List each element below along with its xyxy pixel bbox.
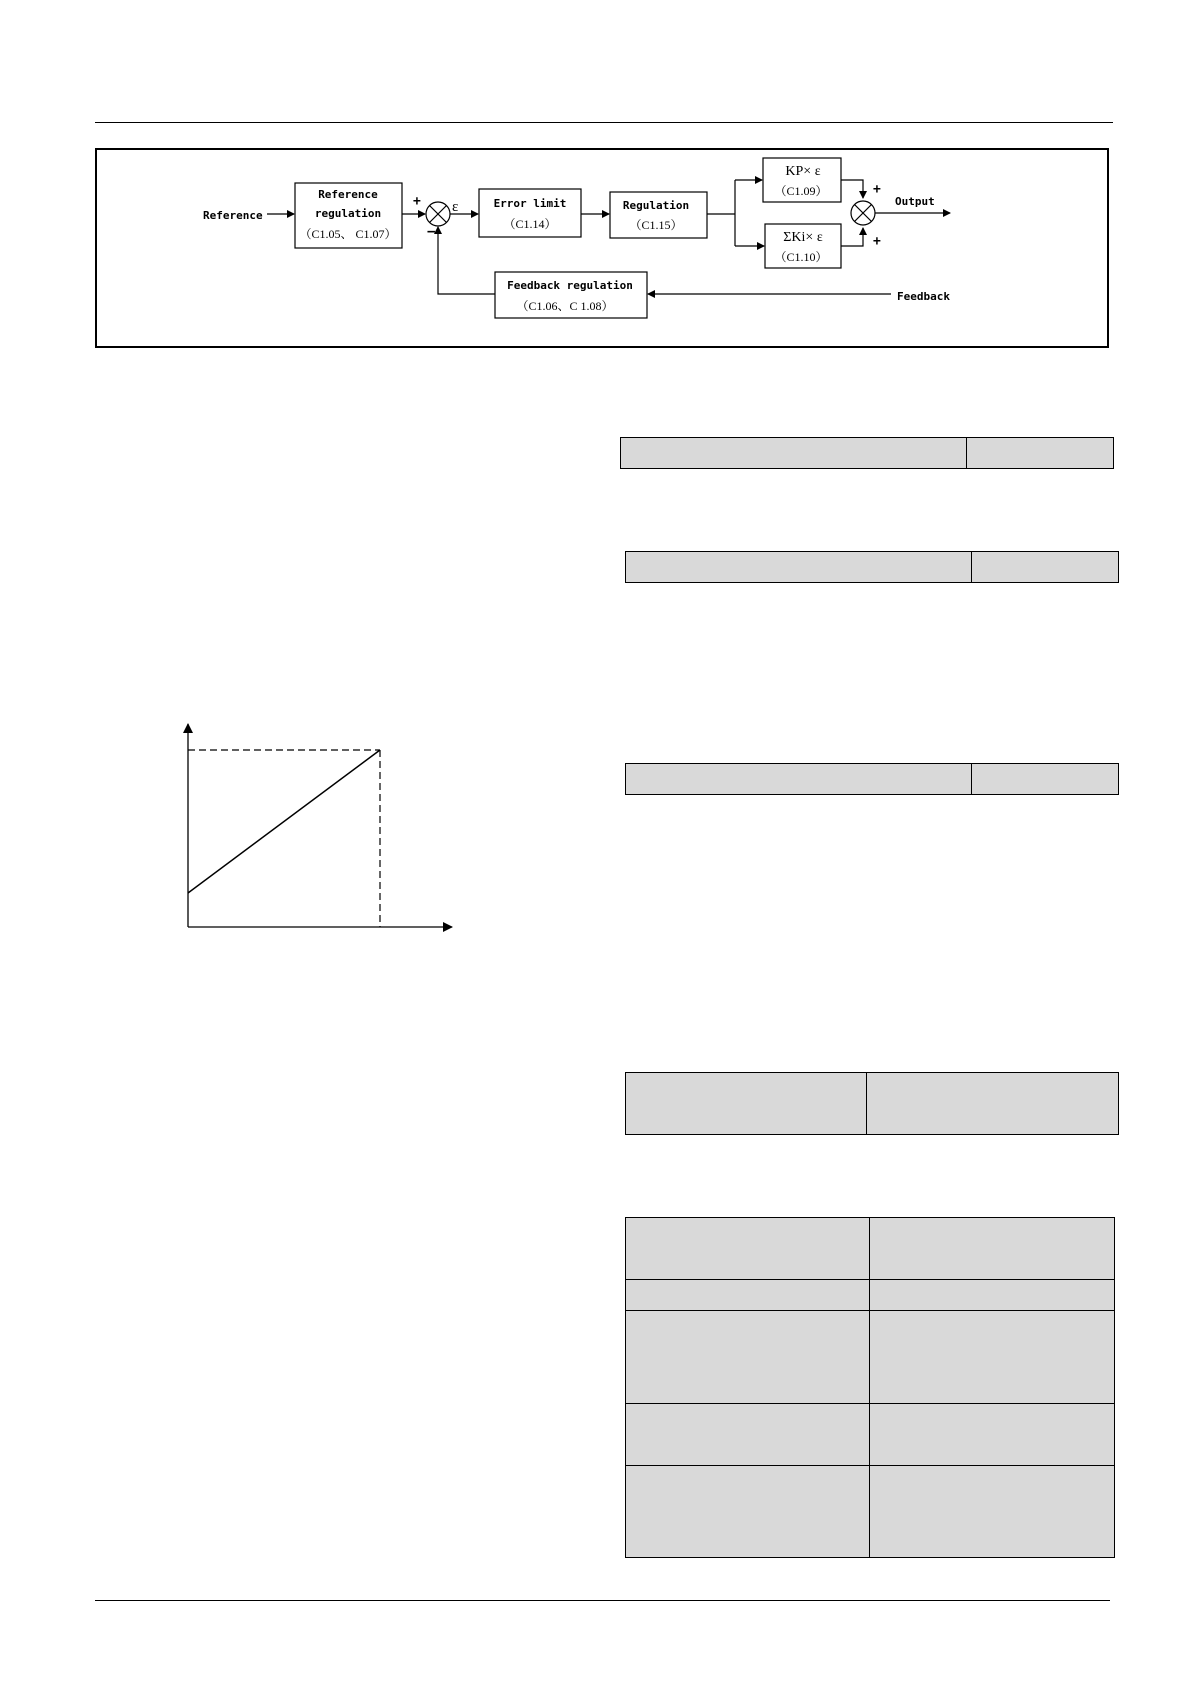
kp-line-2: （C1.09） (774, 184, 828, 198)
table-row (626, 1073, 1119, 1135)
feedback-block-line-2: （C1.06、C 1.08） (516, 299, 614, 313)
table-cell (870, 1404, 1115, 1466)
table-row (626, 1311, 1115, 1404)
table-row (626, 552, 1119, 583)
summing-junction-error (426, 202, 450, 226)
sum2-plus-bottom: + (873, 234, 881, 249)
reference-block-line-2: regulation (314, 207, 382, 220)
table-cell (626, 1404, 870, 1466)
table-row (626, 1218, 1115, 1280)
table-cell (972, 552, 1119, 583)
error-epsilon-symbol: ε (452, 199, 459, 215)
table-row (626, 1466, 1115, 1558)
table-row (626, 764, 1119, 795)
regulation-line-1: Regulation (622, 199, 690, 212)
feedback-label: Feedback (897, 290, 950, 303)
parameter-table-4 (625, 1072, 1119, 1135)
linear-mapping-graph (160, 718, 460, 948)
table-cell (626, 1280, 870, 1311)
table-cell (870, 1218, 1115, 1280)
summing-junction-output (851, 201, 875, 225)
table-row (626, 1404, 1115, 1466)
table-cell (626, 764, 972, 795)
sum-plus-sign: + (413, 194, 421, 209)
output-label: Output (895, 195, 935, 208)
footer-rule (95, 1600, 1110, 1601)
split-wire (707, 180, 735, 246)
table-cell (972, 764, 1119, 795)
table-cell (870, 1466, 1115, 1558)
pid-block-diagram (95, 148, 1109, 348)
parameter-table-2 (625, 551, 1119, 583)
ki-to-sum2-wire (841, 228, 863, 246)
header-rule (95, 122, 1113, 123)
table-row (621, 438, 1114, 469)
mapping-line (188, 750, 380, 893)
regulation-line-2: （C1.15） (629, 218, 683, 232)
error-limit-line-2: （C1.14） (503, 217, 557, 231)
table-cell (870, 1311, 1115, 1404)
reference-input-label: Reference (203, 209, 263, 222)
kp-to-sum2-wire (841, 180, 863, 198)
ki-line-1: ΣKi× ε (783, 230, 823, 245)
reference-block-line-3: （C1.05、 C1.07） (299, 227, 397, 241)
sum-minus-sign: − (427, 224, 436, 240)
feedback-block-line-1: Feedback regulation (507, 279, 633, 292)
kp-line-1: KP× ε (785, 164, 821, 179)
table-cell (626, 1073, 867, 1135)
reference-block-line-1: Reference (318, 188, 378, 201)
ki-line-2: （C1.10） (774, 250, 828, 264)
table-row (626, 1280, 1115, 1311)
table-cell (626, 1218, 870, 1280)
parameter-table-5 (625, 1217, 1115, 1558)
table-cell (867, 1073, 1119, 1135)
table-cell (870, 1280, 1115, 1311)
table-cell (626, 1466, 870, 1558)
table-cell (626, 1311, 870, 1404)
sum2-plus-top: + (873, 182, 881, 197)
error-limit-line-1: Error limit (493, 197, 567, 210)
table-cell (621, 438, 967, 469)
parameter-table-3 (625, 763, 1119, 795)
table-cell (626, 552, 972, 583)
table-cell (967, 438, 1114, 469)
parameter-table-1 (620, 437, 1114, 469)
